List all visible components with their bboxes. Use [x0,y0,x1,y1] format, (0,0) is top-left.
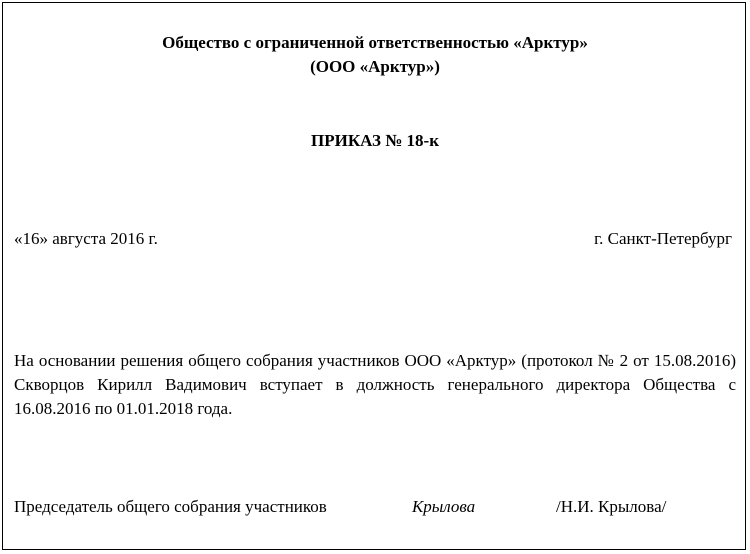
signatory-name: /Н.И. Крылова/ [556,497,667,516]
order-date: «16» августа 2016 г. [14,229,158,248]
document-border [2,2,746,550]
handwritten-signature: Крылова [412,497,476,516]
date-place-line [14,228,732,250]
organization-full-name: Общество с ограниченной ответственностью «Арктур» [162,33,588,52]
organization-short-name: (ООО «Арктур») [310,57,440,76]
order-city: г. Санкт-Петербург [594,229,732,248]
order-title: ПРИКАЗ № 18-к [310,131,440,150]
order-body-text: На основании решения общего собрания участников ООО «Арктур» (протокол № 2 от 15.08.2016) Скворцов Кирилл Вадимович вступает в должность генерального директора Общества с 16.08.2016 по 01.01.2018 года. [14,351,736,418]
signatory-role: Председатель общего собрания участников [14,497,327,516]
